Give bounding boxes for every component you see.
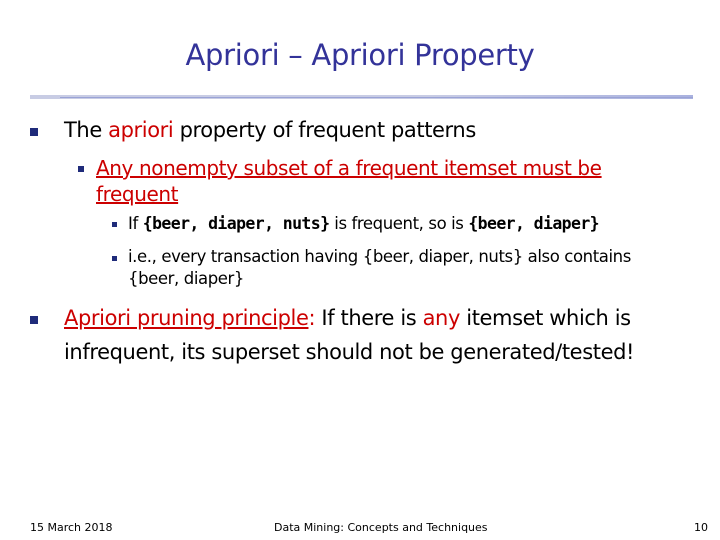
footer-page-number: 10: [694, 521, 708, 534]
title-divider-line: [60, 97, 693, 98]
bullet1-prefix: The: [64, 118, 109, 142]
pruning-rest: itemset which is: [459, 306, 631, 330]
pruning-mid: If there is: [315, 306, 423, 330]
subsub1-set2: {beer, diaper}: [468, 214, 600, 233]
sub-bullet-marker: [78, 166, 84, 172]
subsub1-middle: is frequent, so is: [329, 214, 469, 233]
bullet1-highlight: apriori: [108, 118, 174, 142]
subsub1-set1: {beer, diaper, nuts}: [142, 214, 330, 233]
subsub2-line2: {beer, diaper}: [128, 269, 245, 288]
bullet-pruning-principle-line2: infrequent, its superset should not be generated/tested!: [64, 340, 635, 364]
bullet-marker: [30, 128, 38, 136]
subsub2-line1: i.e., every transaction having {beer, diaper, nuts} also contains: [128, 247, 631, 266]
footer-title: Data Mining: Concepts and Techniques: [274, 521, 488, 534]
slide-title: Apriori – Apriori Property: [185, 38, 535, 72]
pruning-colon: :: [308, 306, 316, 330]
bullet-apriori-property: [64, 118, 476, 142]
bullet1-suffix: property of frequent patterns: [173, 118, 476, 142]
bullet-pruning-principle-line1: [64, 306, 631, 330]
sub1-line2: frequent: [96, 182, 179, 206]
subsub-bullet-marker: [112, 256, 117, 261]
bullet-marker: [30, 316, 38, 324]
sub1-line1: Any nonempty subset of a frequent itemset must be: [96, 156, 602, 180]
footer-date: 15 March 2018: [30, 521, 113, 534]
subsub1-if: If: [128, 214, 143, 233]
subsub1-line: [128, 214, 599, 233]
subsub-bullet-marker: [112, 222, 117, 227]
pruning-any: any: [422, 306, 460, 330]
pruning-principle-term: Apriori pruning principle: [64, 306, 309, 330]
